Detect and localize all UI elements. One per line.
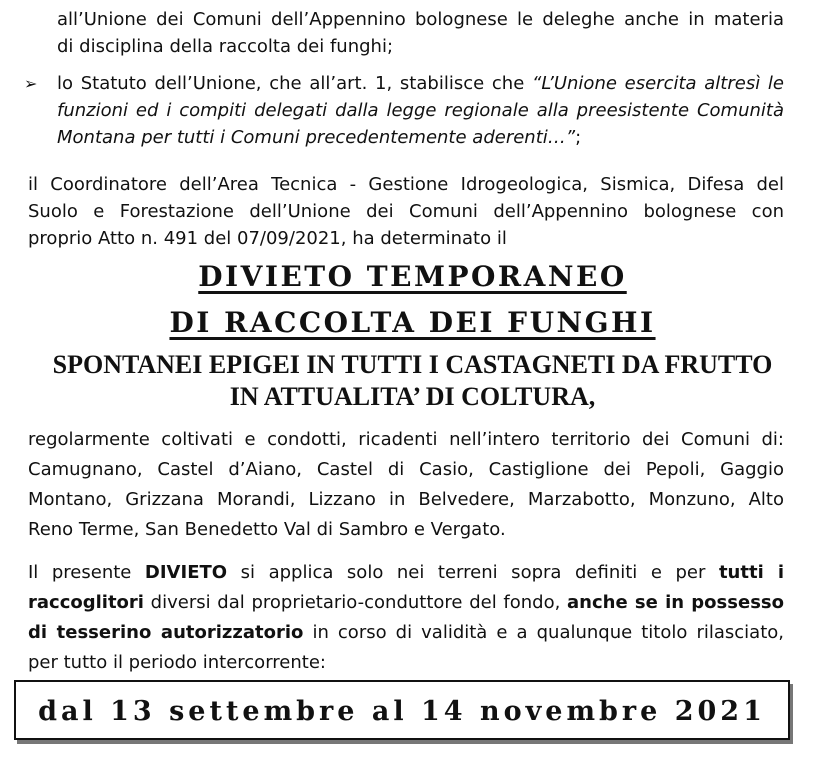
application-line-3 — [28, 621, 784, 645]
territory-line-1: regolarmente coltivati e condotti, ricadenti nell’intero territorio dei Comuni di: — [28, 429, 784, 450]
application-line-1-a: Il presente — [28, 562, 145, 583]
coordinator-line-2: Suolo e Forestazione dell’Unione dei Comuni dell’Appennino bolognese con — [28, 201, 784, 222]
statute-line-1-text: lo Statuto dell’Unione, che all’art. 1, stabilisce che — [57, 73, 532, 94]
application-line-1-b: DIVIETO — [144, 562, 228, 583]
application-line-2-b: diversi dal proprietario-conduttore del fondo, — [143, 592, 568, 613]
statute-line-2: funzioni ed i compiti delegati dalla legge regionale alla preesistente Comunità — [57, 100, 784, 121]
date-range-box — [14, 680, 790, 740]
application-line-1 — [28, 561, 784, 585]
application-line-3-a: di tesserino autorizzatorio — [28, 622, 304, 643]
title-line-1: DIVIETO TEMPORANEO — [198, 260, 627, 293]
application-line-1-c: si applica solo nei terreni sopra definiti e per — [227, 562, 719, 583]
statute-line-1-quote: “L’Unione esercita altresì le — [532, 73, 785, 94]
statute-line-3 — [57, 126, 581, 150]
statute-line-1 — [57, 72, 784, 96]
date-range-text: dal 13 settembre al 14 novembre 2021 — [38, 696, 766, 727]
application-line-2 — [28, 591, 784, 615]
premise-line-2: di disciplina della raccolta dei funghi; — [57, 36, 394, 57]
territory-line-2: Camugnano, Castel d’Aiano, Castel di Casio, Castiglione dei Pepoli, Gaggio — [28, 459, 784, 480]
territory-line-4: Reno Terme, San Benedetto Val di Sambro e Vergato. — [28, 519, 506, 540]
application-line-4: per tutto il periodo intercorrente: — [28, 652, 326, 673]
application-line-2-a: raccoglitori — [28, 592, 144, 613]
subtitle-line-1: SPONTANEI EPIGEI IN TUTTI I CASTAGNETI DA FRUTTO — [52, 350, 773, 379]
application-line-2-c: anche se in possesso — [567, 592, 784, 613]
premise-line-1: all’Unione dei Comuni dell’Appennino bolognese le deleghe anche in materia — [57, 9, 784, 30]
coordinator-line-3: proprio Atto n. 491 del 07/09/2021, ha determinato il — [28, 228, 507, 249]
title-line-2: DI RACCOLTA DEI FUNGHI — [169, 306, 656, 339]
arrow-bullet-icon: ➢ — [24, 74, 38, 93]
application-line-3-b: in corso di validità e a qualunque titolo rilasciato, — [303, 622, 784, 643]
application-line-1-d: tutti i — [718, 562, 785, 583]
statute-line-3-end: ; — [575, 127, 582, 148]
territory-line-3: Montano, Grizzana Morandi, Lizzano in Belvedere, Marzabotto, Monzuno, Alto — [28, 489, 784, 510]
subtitle-line-2: IN ATTUALITA’ DI COLTURA, — [229, 382, 596, 411]
statute-line-3-quote: Montana per tutti i Comuni precedentemente aderenti…” — [57, 127, 576, 148]
coordinator-line-1: il Coordinatore dell’Area Tecnica - Gestione Idrogeologica, Sismica, Difesa del — [28, 174, 784, 195]
